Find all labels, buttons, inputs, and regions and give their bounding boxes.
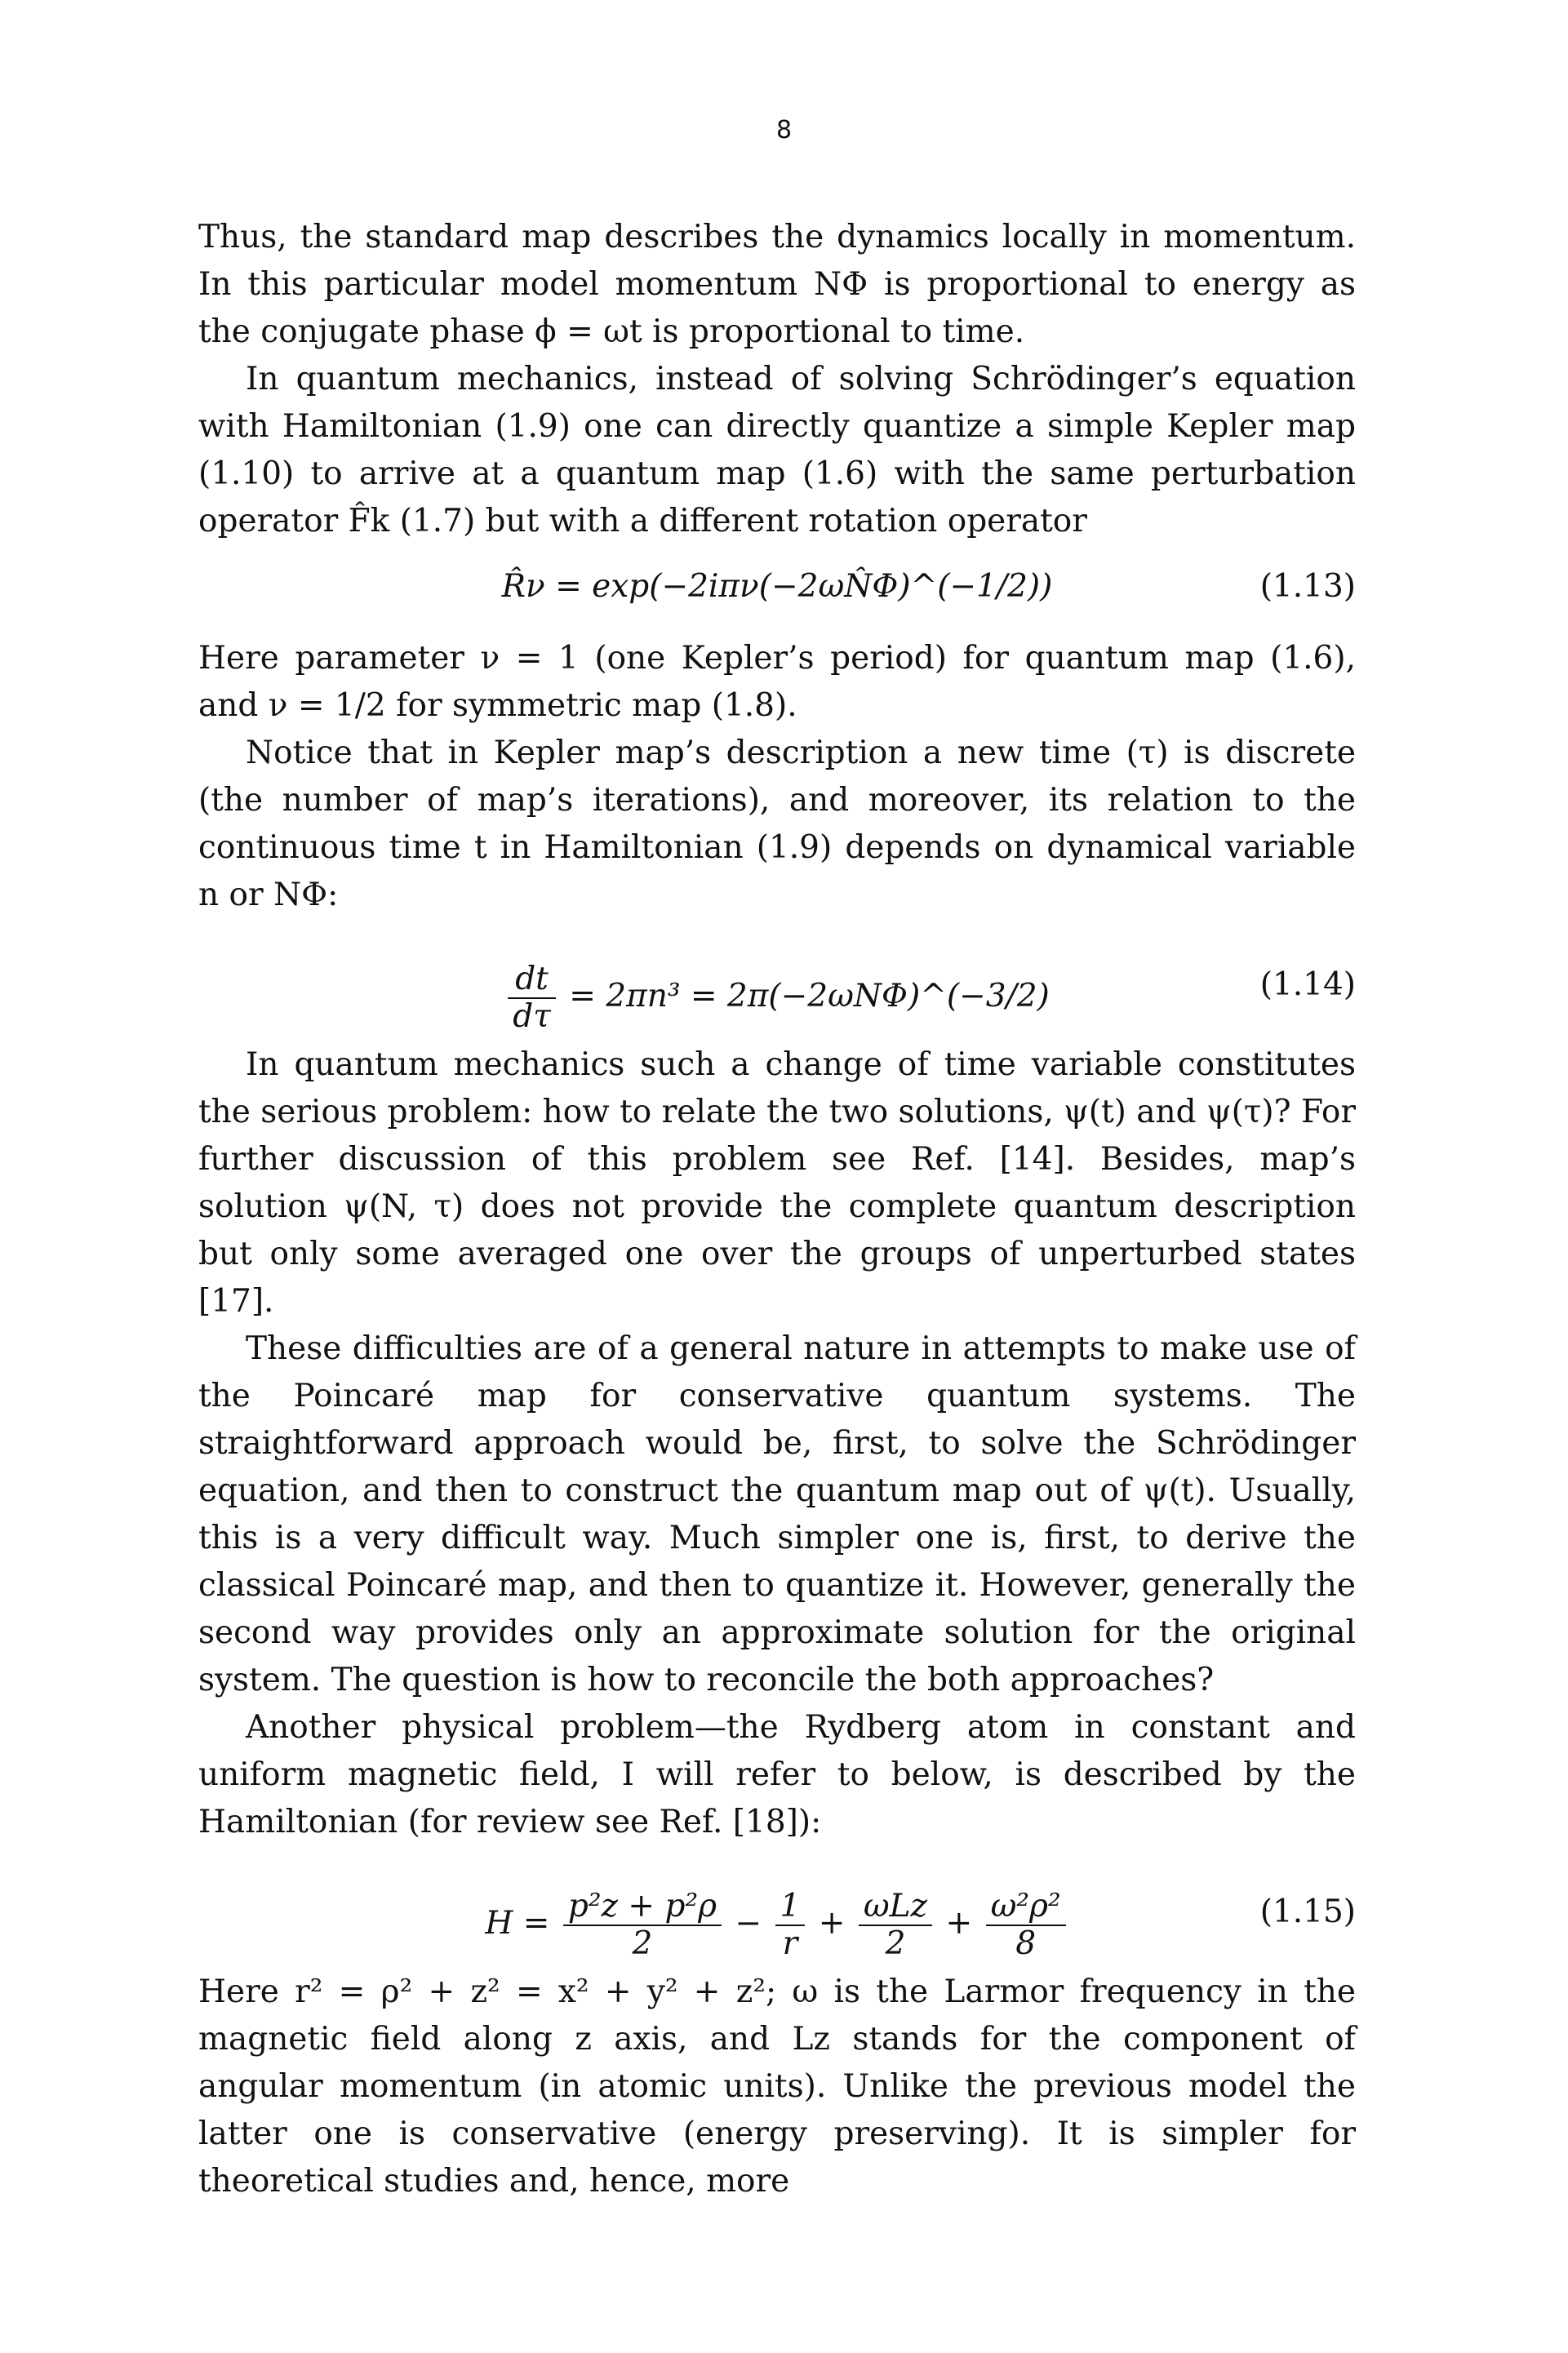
body-text (198, 214, 1356, 2205)
paragraph-5: In quantum mechanics such a change of time variable constitutes the serious problem: how to relate the two solutions, ψ(t) and ψ(τ)? For further discussion of this problem see Ref. [14]. Besides, map’s solution ψ(N, τ) does not provide the complete quantum description but only some averaged one over the groups of unperturbed states [17]. (198, 1046, 1356, 1320)
fraction-denominator: 2 (632, 1925, 653, 1962)
paragraph-6: These difficulties are of a general nature in attempts to make use of the Poincaré map for conservative quantum systems. The straightforward approach would be, first, to solve the Schrödinger equation, and then to construct the quantum map out of ψ(t). Usually, this is a very difficult way. Much simpler one is, first, to derive the classical Poincaré map, and then to quantize it. However, generally the second way provides only an approximate solution for the original system. The question is how to reconcile the both approaches? (198, 1330, 1356, 1698)
fraction-kinetic (563, 1889, 722, 1962)
equation-1-13-number: (1.13) (1259, 568, 1356, 605)
paragraph-3: Here parameter ν = 1 (one Kepler’s period) for quantum map (1.6), and ν = 1/2 for symmetric map (1.8). (198, 640, 1356, 724)
paragraph-7: Another physical problem—the Rydberg atom in constant and uniform magnetic field, I will refer to below, is described by the Hamiltonian (for review see Ref. [18]): (198, 1709, 1356, 1840)
fraction-diamagnetic (986, 1889, 1066, 1962)
equation-1-14-expression (198, 961, 1356, 1035)
equation-1-15 (198, 1864, 1356, 1960)
paragraph-8: Here r² = ρ² + z² = x² + y² + z²; ω is the Larmor frequency in the magnetic field along z axis, and Lz stands for the component of angular momentum (in atomic units). Unlike the previous model the latter one is conservative (energy preserving). It is simpler for theoretical studies and, hence, more (198, 1973, 1356, 2200)
equation-1-13 (198, 563, 1356, 624)
equation-1-14-number: (1.14) (1259, 966, 1356, 1003)
plus-sign: + (818, 1905, 846, 1942)
fraction-numerator: ωLz (859, 1889, 932, 1926)
fraction-coulomb (775, 1889, 806, 1962)
fraction-numerator: 1 (775, 1889, 806, 1926)
fraction-denominator: 8 (1015, 1925, 1037, 1962)
paragraph-4: Notice that in Kepler map’s description a new time (τ) is discrete (the number of map’s iterations), and moreover, its relation to the continuous time t in Hamiltonian (1.9) depends on dynamical variable n or NΦ: (198, 735, 1356, 913)
fraction-dt-dtau (508, 961, 556, 1035)
paragraph-2: In quantum mechanics, instead of solving Schrödinger’s equation with Hamiltonian (1.9) one can directly quantize a simple Kepler map (1.10) to arrive at a quantum map (1.6) with the same perturbation operator F̂k (1.7) but with a different rotation operator (198, 361, 1356, 539)
equation-1-13-expression: R̂ν = exp(−2iπν(−2ωN̂Φ)^(−1/2)) (501, 568, 1053, 605)
fraction-denominator: r (782, 1925, 798, 1962)
equation-1-15-lhs: H = (485, 1905, 550, 1942)
equation-1-14 (198, 937, 1356, 1033)
page-number: 8 (775, 116, 793, 144)
fraction-denominator: dτ (513, 998, 551, 1035)
fraction-paramagnetic (859, 1889, 932, 1962)
fraction-numerator: dt (508, 961, 556, 999)
plus-sign: + (945, 1905, 973, 1942)
equation-1-14-rhs: = 2πn³ = 2π(−2ωNΦ)^(−3/2) (569, 978, 1050, 1014)
equation-1-15-number: (1.15) (1259, 1893, 1356, 1930)
equation-1-15-expression (198, 1889, 1356, 1962)
minus-sign: − (735, 1905, 762, 1942)
fraction-numerator: p²z + p²ρ (563, 1889, 722, 1926)
fraction-numerator: ω²ρ² (986, 1889, 1066, 1926)
fraction-denominator: 2 (885, 1925, 906, 1962)
paragraph-1: Thus, the standard map describes the dynamics locally in momentum. In this particular model momentum NΦ is proportional to energy as the conjugate phase ϕ = ωt is proportional to time. (198, 219, 1356, 350)
